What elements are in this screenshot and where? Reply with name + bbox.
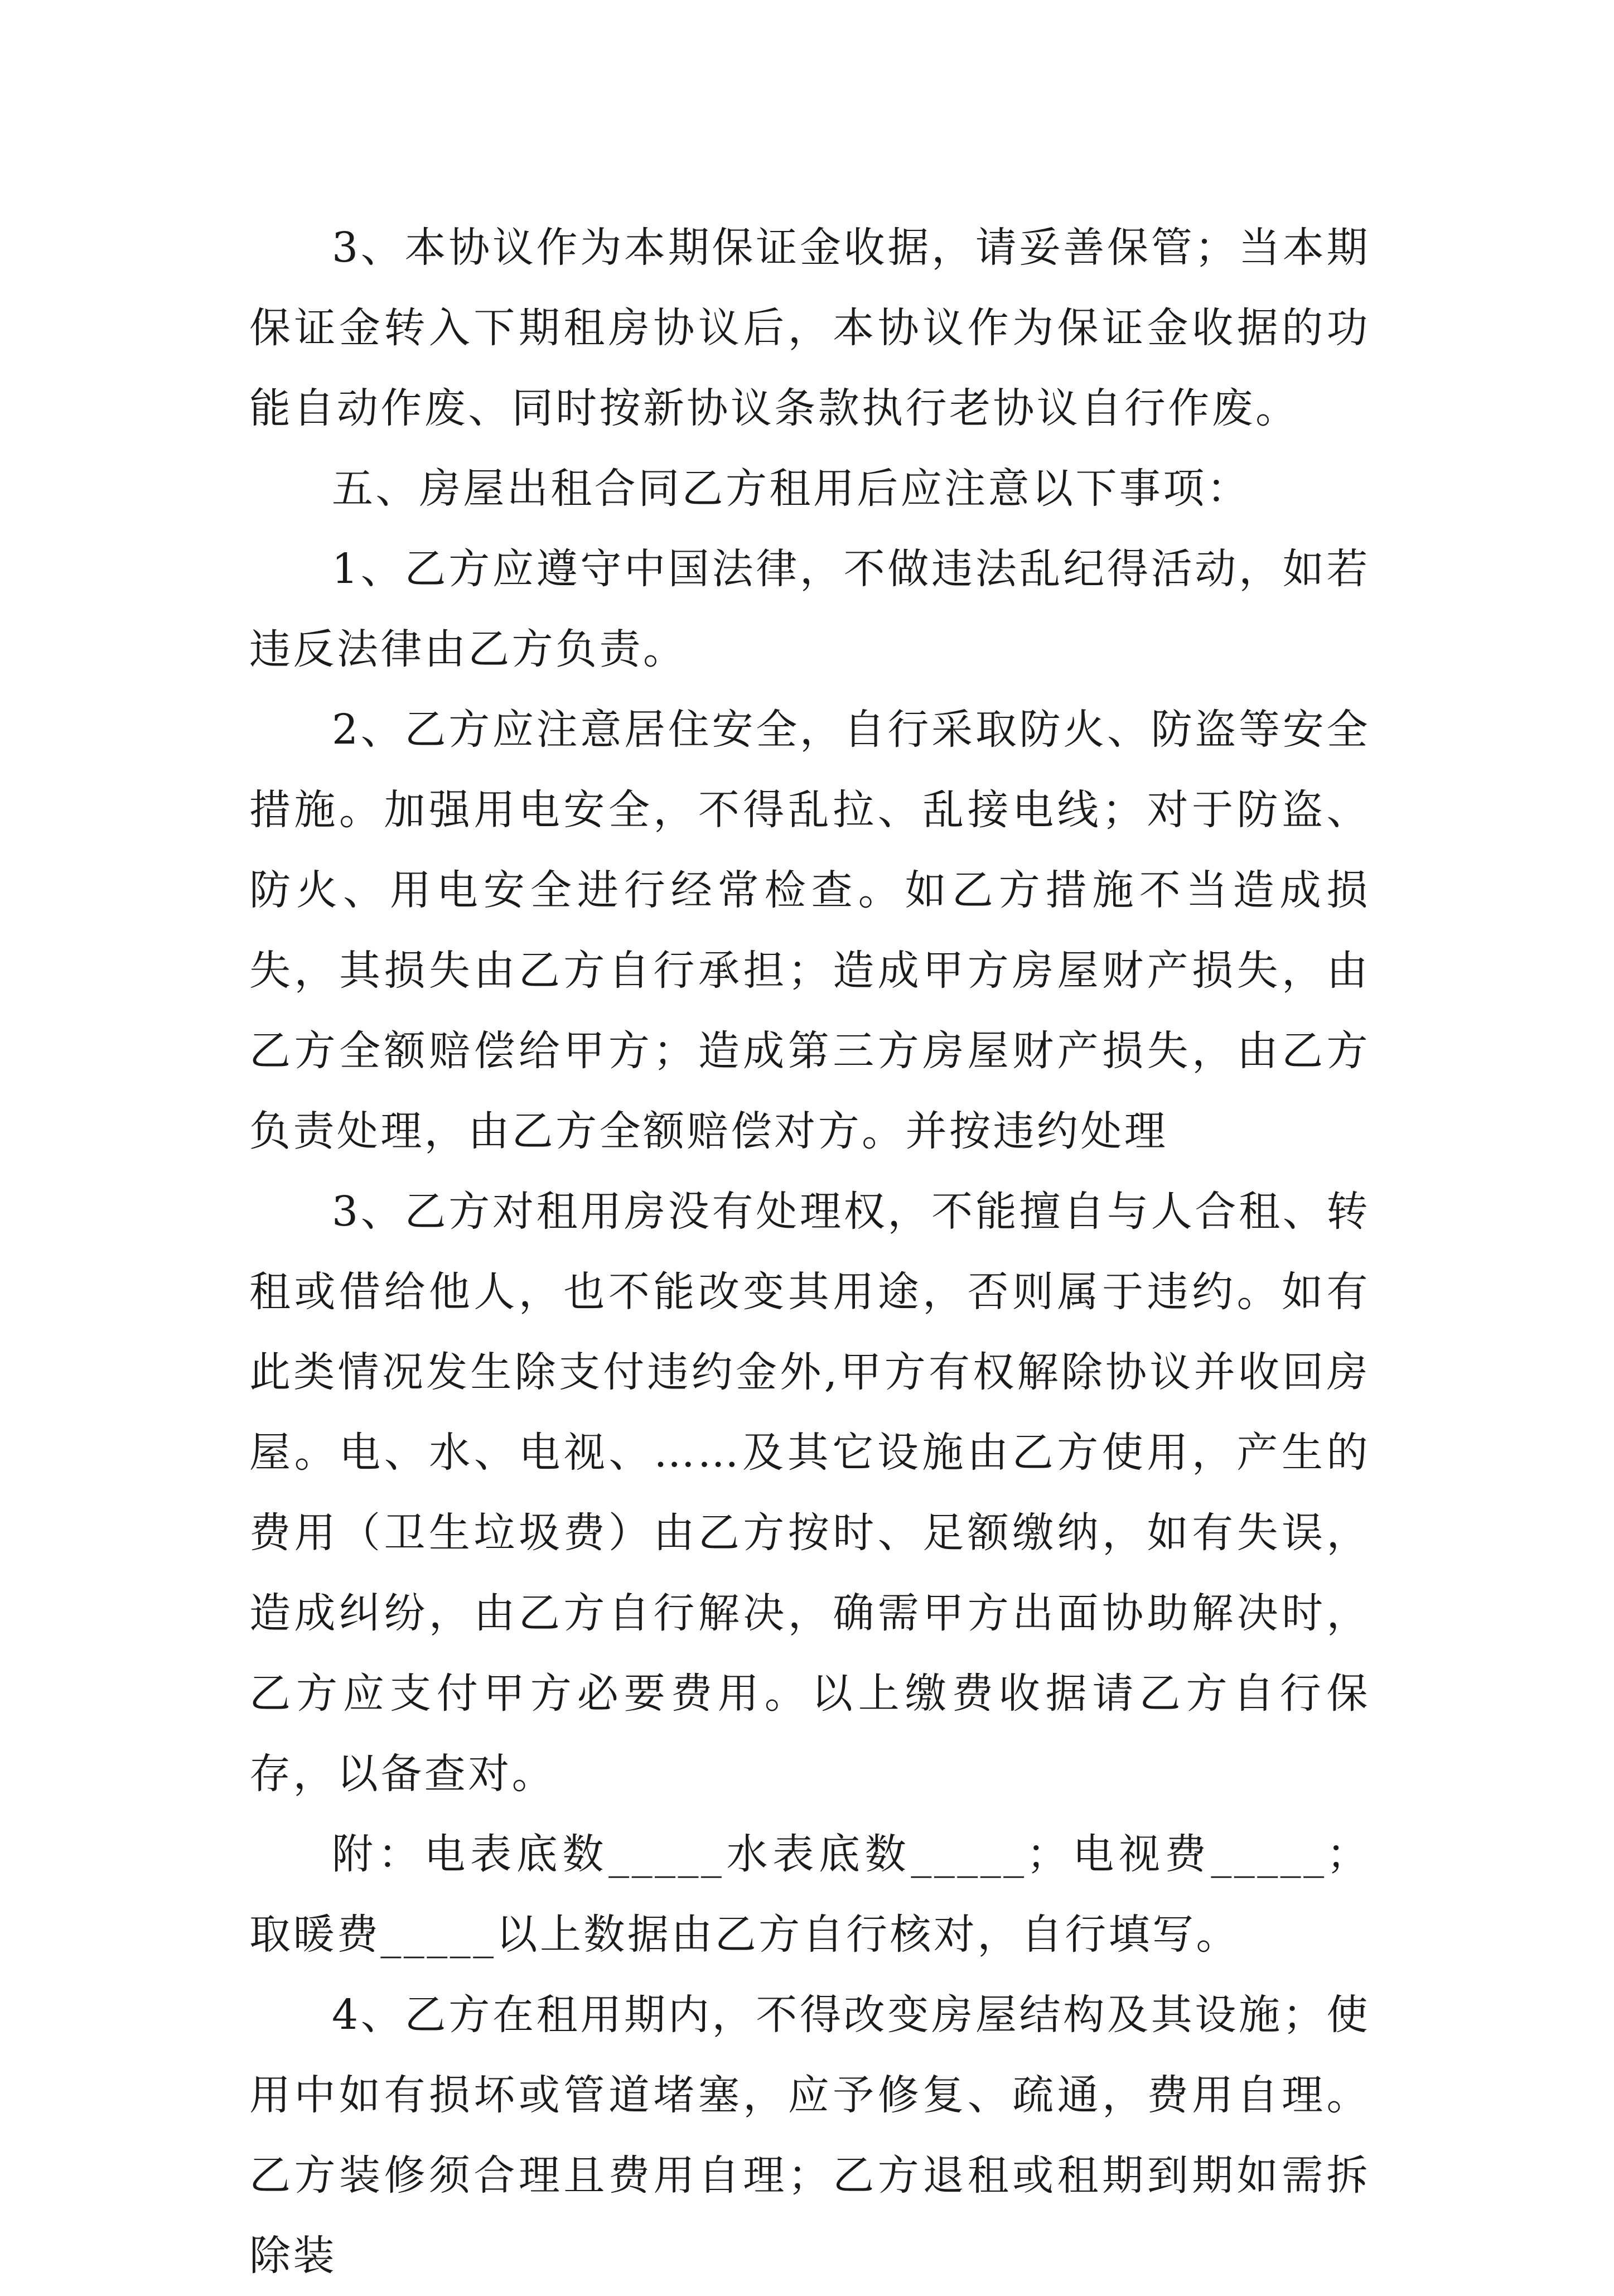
paragraph-no-sublet: 3、乙方对租用房没有处理权，不能擅自与人合租、转租或借给他人，也不能改变其用途，否则属于违约。如有此类情况发生除支付违约金外,甲方有权解除协议并收回房屋。电、水、电视、……及其它设施由乙方使用，产生的费用（卫生垃圾费）由乙方按时、足额缴纳，如有失误，造成纠纷，由乙方自行解决，确需甲方出面协助解决时，乙方应支付甲方必要费用。以上缴费收据请乙方自行保存，以备查对。	[249, 1188, 1370, 1798]
paragraph-meter-readings: 附：电表底数_____水表底数_____；电视费_____；取暖费_____以上数据由乙方自行核对，自行填写。	[249, 1830, 1370, 1959]
paragraph-safety: 2、乙方应注意居住安全，自行采取防火、防盗等安全措施。加强用电安全，不得乱拉、乱接电线；对于防盗、防火、用电安全进行经常检查。如乙方措施不当造成损失，其损失由乙方自行承担；造成甲方房屋财产损失，由乙方全额赔偿给甲方；造成第三方房屋财产损失，由乙方负责处理，由乙方全额赔偿对方。并按违约处理	[249, 706, 1370, 1155]
document-body	[249, 208, 1370, 2296]
paragraph-deposit-receipt: 3、本协议作为本期保证金收据，请妥善保管；当本期保证金转入下期租房协议后，本协议作为保证金收据的功能自动作废、同时按新协议条款执行老协议自行作废。	[249, 224, 1370, 432]
section-heading-tenant-notes: 五、房屋出租合同乙方租用后应注意以下事项：	[332, 465, 1251, 513]
paragraph-structure: 4、乙方在租用期内，不得改变房屋结构及其设施；使用中如有损坏或管道堵塞，应予修复、疏通，费用自理。乙方装修须合理且费用自理；乙方退租或租期到期如需拆除装	[249, 1991, 1370, 2280]
paragraph-obey-law: 1、乙方应遵守中国法律，不做违法乱纪得活动，如若违反法律由乙方负责。	[249, 545, 1370, 673]
